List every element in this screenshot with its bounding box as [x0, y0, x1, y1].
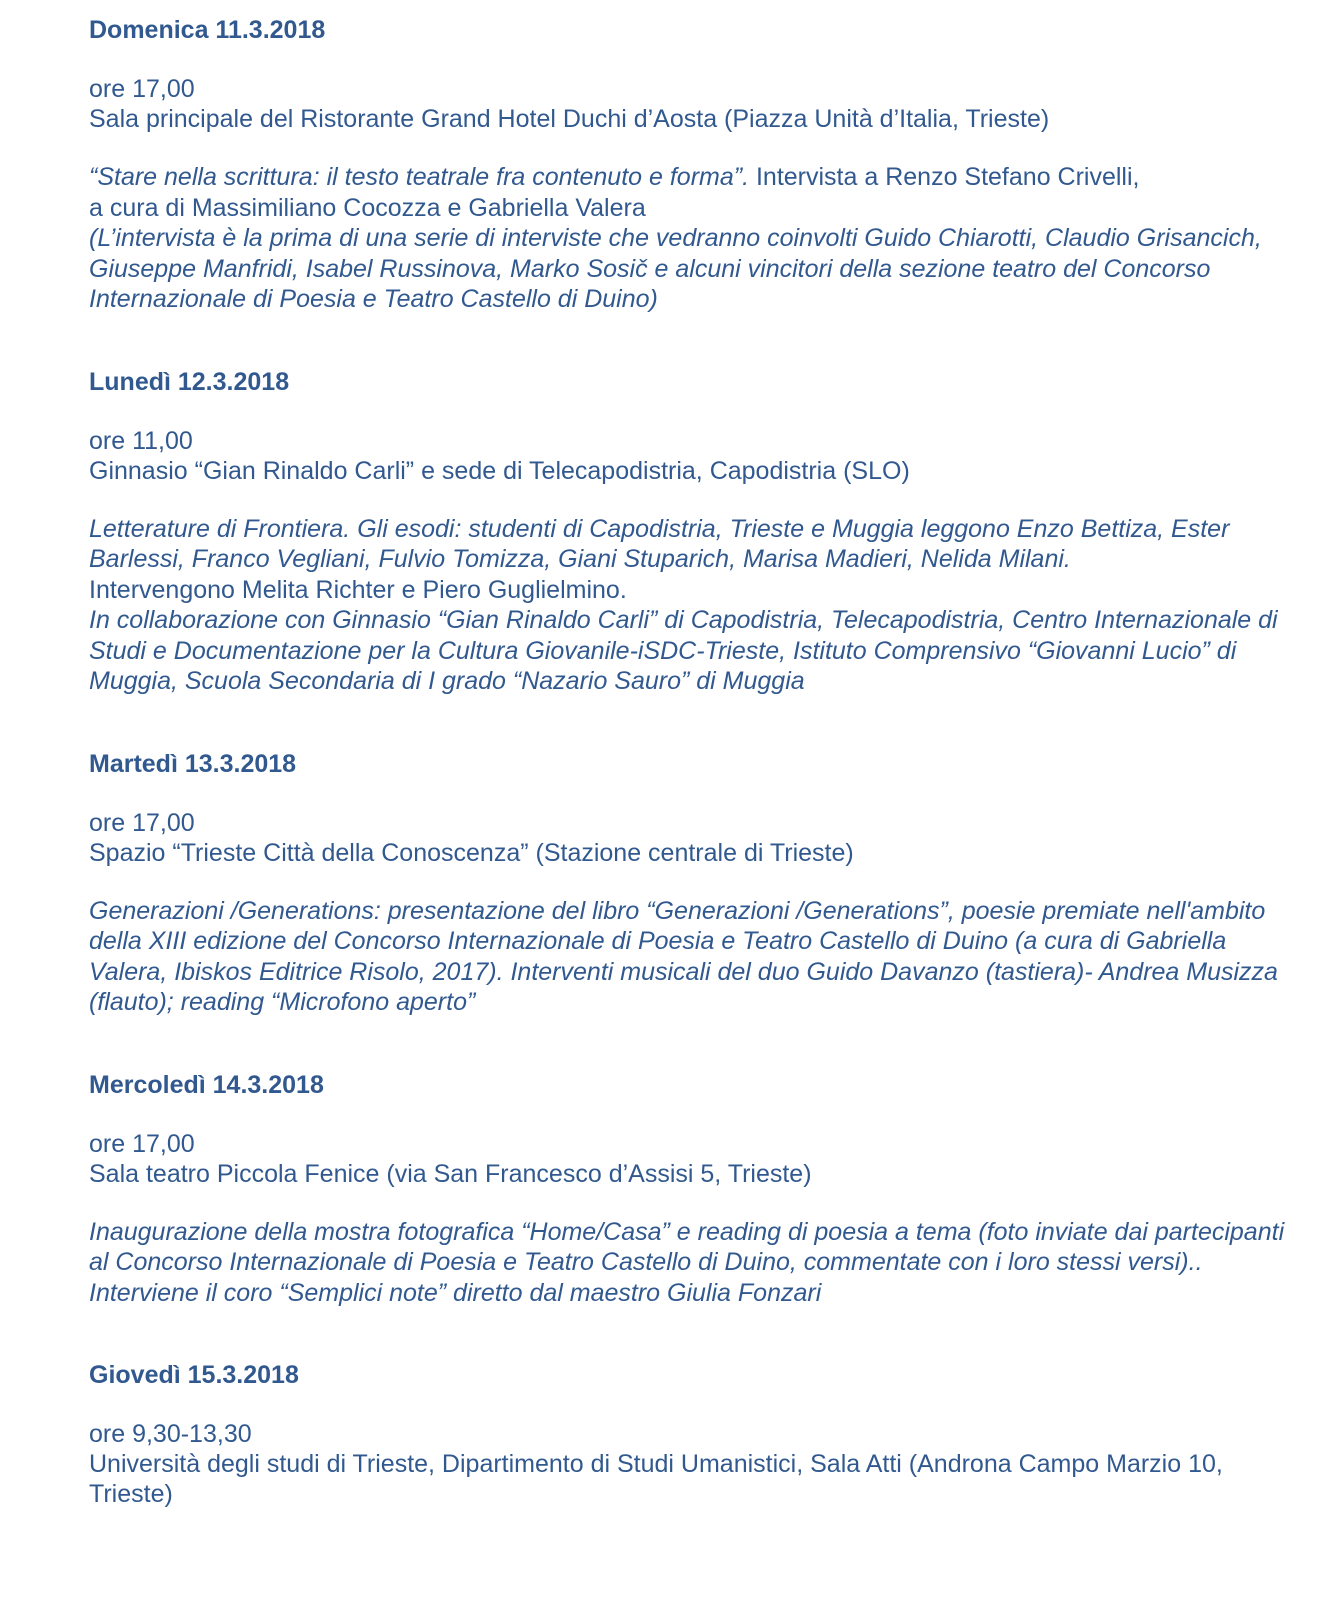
event-time: ore 11,00: [89, 426, 193, 455]
event-date: Mercoledì 14.3.2018: [89, 1070, 324, 1099]
event-description: [89, 162, 1289, 315]
event-description: [89, 1217, 1289, 1309]
event-description: [89, 514, 1289, 697]
event-time: ore 17,00: [89, 808, 195, 837]
event-title: “Stare nella scrittura: il testo teatrale fra contenuto e forma”.: [89, 163, 750, 191]
event-time: ore 17,00: [89, 75, 195, 103]
event-description-text: Inaugurazione della mostra fotografica “Home/Casa” e reading di poesia a tema (foto inviate dai partecipanti al Concorso Internazionale di Poesia e Teatro Castello di Duino, commentate con i loro stessi versi).. Interviene il coro “Semplici note” diretto dal maestro Giulia Fonzari: [89, 1217, 1285, 1307]
event-entry: [89, 748, 1289, 1018]
event-venue: Università degli studi di Trieste, Dipartimento di Studi Umanistici, Sala Atti (Androna Campo Marzio 10, Trieste): [89, 1450, 1223, 1508]
event-venue: Sala principale del Ristorante Grand Hotel Duchi d’Aosta (Piazza Unità d’Italia, Trieste): [89, 105, 1050, 133]
event-speakers: Intervengono Melita Richter e Piero Guglielmino.: [89, 575, 627, 604]
event-program: [89, 14, 1289, 1560]
event-description-text: Generazioni /Generations: presentazione del libro “Generazioni /Generations”, poesie premiate nell'ambito della XIII edizione del Concorso Internazionale di Poesia e Teatro Castello di Duino (a cura di Gabriella Valera, Ibiskos Editrice Risolo, 2017). Interventi musicali del duo Guido Davanzo (tastiera)- Andrea Musizza (flauto); reading “Microfono aperto”: [89, 896, 1278, 1016]
event-time: ore 9,30-13,30: [89, 1420, 252, 1448]
event-time: ore 17,00: [89, 1129, 195, 1158]
event-description: [89, 896, 1289, 1018]
event-entry: [89, 14, 1289, 315]
event-entry: [89, 366, 1289, 697]
event-collaboration: In collaborazione con Ginnasio “Gian Rinaldo Carli” di Capodistria, Telecapodistria, Centro Internazionale di Studi e Documentazione per la Cultura Giovanile-iSDC-Trieste, Istituto Comprensivo “Giovanni Lucio” di Muggia, Scuola Secondaria di I grado “Nazario Sauro” di Muggia: [89, 606, 1278, 695]
event-title: Letterature di Frontiera. Gli esodi: studenti di Capodistria, Trieste e Muggia leggono Enzo Bettiza, Ester Barlessi, Franco Vegliani, Fulvio Tomizza, Giani Stuparich, Marisa Madieri, Nelida Milani.: [89, 514, 1230, 573]
event-date: Martedì 13.3.2018: [89, 749, 297, 778]
event-date: Lunedì 12.3.2018: [89, 367, 290, 396]
event-title-line: [89, 162, 1289, 193]
event-entry: [89, 1069, 1289, 1309]
event-venue: Spazio “Trieste Città della Conoscenza” (Stazione centrale di Trieste): [89, 838, 854, 867]
event-date: Giovedì 15.3.2018: [89, 1361, 299, 1389]
event-venue: Ginnasio “Gian Rinaldo Carli” e sede di Telecapodistria, Capodistria (SLO): [89, 456, 910, 485]
event-entry: [89, 1359, 1289, 1509]
event-date: Domenica 11.3.2018: [89, 16, 326, 44]
event-venue: Sala teatro Piccola Fenice (via San Francesco d’Assisi 5, Trieste): [89, 1159, 812, 1188]
event-intro: Intervista a Renzo Stefano Crivelli,: [749, 163, 1140, 191]
event-note: (L’intervista è la prima di una serie di interviste che vedranno coinvolti Guido Chiarotti, Claudio Grisancich, Giuseppe Manfridi, Isabel Russinova, Marko Sosič e alcuni vincitori della sezione teatro del Concorso Internazionale di Poesia e Teatro Castello di Duino): [89, 224, 1262, 313]
event-curators: a cura di Massimiliano Cocozza e Gabriella Valera: [89, 193, 646, 222]
